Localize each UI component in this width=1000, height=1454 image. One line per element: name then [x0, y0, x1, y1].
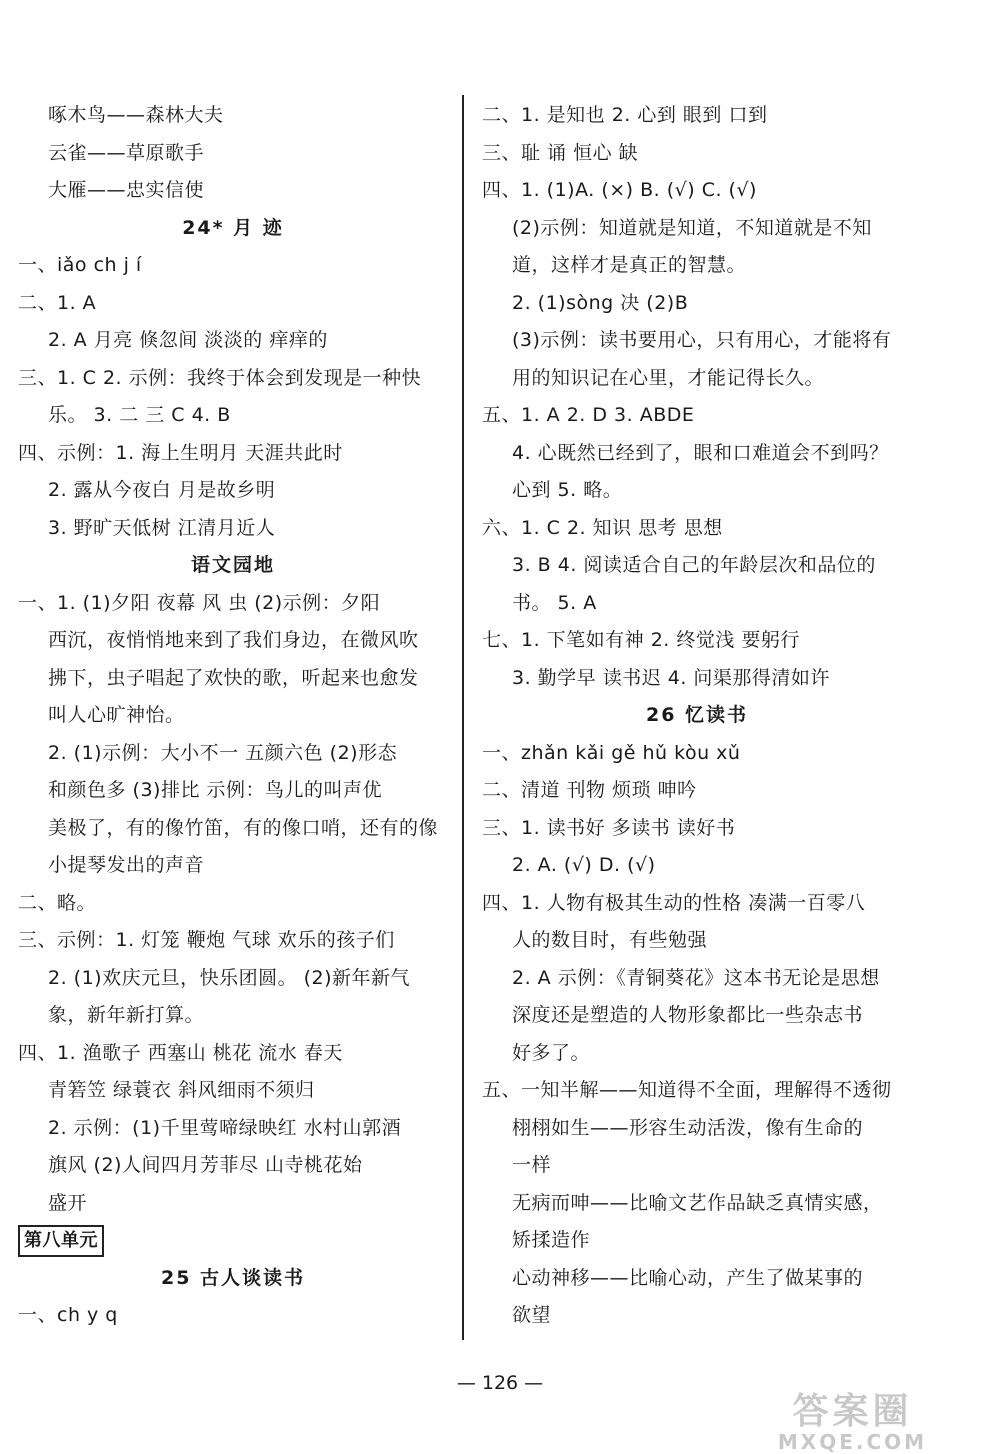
answer-line: 深度还是塑造的人物形象都比一些杂志书	[512, 1004, 864, 1026]
answer-line: 四、1. 渔歌子 西塞山 桃花 流水 春天	[18, 1041, 343, 1064]
answer-line: 矫揉造作	[512, 1229, 591, 1251]
section-title: 26 忆读书	[645, 704, 749, 726]
answer-line: 美极了，有的像竹笛，有的像口哨，还有的像	[48, 816, 439, 839]
answer-line: 二、略。	[18, 891, 97, 914]
answer-line: 无病而呻——比喻文艺作品缺乏真情实感，	[512, 1191, 883, 1214]
answer-line: 2. 示例：(1)千里莺啼绿映红 水村山郭酒	[48, 1116, 402, 1139]
answer-line: 盛开	[48, 1191, 88, 1214]
answer-line: 乐。 3. 二 三 C 4. B	[48, 404, 231, 426]
answer-line: 2. A 示例：《青铜葵花》这本书无论是思想	[512, 966, 880, 989]
answer-line: 2. 露从今夜白 月是故乡明	[48, 479, 276, 501]
answer-line: 2. (1)示例：大小不一 五颜六色 (2)形态	[48, 741, 398, 764]
answer-line: 心动神移——比喻心动，产生了做某事的	[512, 1266, 864, 1289]
answer-line: 三、耻 诵 恒心 缺	[482, 141, 639, 164]
answer-line: (3)示例：读书要用心，只有用心，才能将有	[512, 329, 892, 351]
answer-line: 4. 心既然已经到了，眼和口难道会不到吗？	[512, 441, 889, 464]
answer-line: 欲望	[512, 1304, 552, 1326]
answer-line: 一、1. (1)夕阳 夜幕 风 虫 (2)示例：夕阳	[18, 591, 381, 614]
column-divider	[462, 95, 464, 1340]
answer-line: 3. 勤学早 读书迟 4. 问渠那得清如许	[512, 666, 830, 689]
watermark-url: MXQE.COM	[777, 1430, 928, 1454]
answer-line: 五、一知半解——知道得不全面，理解得不透彻	[482, 1079, 892, 1101]
answer-line: 叫人心旷神怡。	[48, 704, 185, 726]
answer-line: 三、1. C 2. 示例：我终于体会到发现是一种快	[18, 366, 422, 389]
answer-line: 栩栩如生——形容生动活泼，像有生命的	[512, 1116, 864, 1139]
answer-line: 三、1. 读书好 多读书 读好书	[482, 816, 736, 839]
left-column	[18, 97, 448, 1335]
answer-line: 2. A 月亮 倏忽间 淡淡的 痒痒的	[48, 329, 328, 351]
answer-line: 3. B 4. 阅读适合自己的年龄层次和品位的	[512, 554, 876, 576]
section-title: 25 古人谈读书	[160, 1266, 306, 1289]
answer-line: 二、清道 刊物 烦琐 呻吟	[482, 779, 697, 801]
right-column	[482, 97, 912, 1335]
answer-line: 云雀——草原歌手	[48, 141, 205, 164]
answer-line: 旗风 (2)人间四月芳菲尽 山寺桃花始	[48, 1154, 363, 1176]
answer-line: 一、zhǎn kǎi gě hǔ kòu xǔ	[482, 741, 741, 764]
answer-line: 2. (1)sòng 决 (2)B	[512, 291, 689, 314]
answer-line: 六、1. C 2. 知识 思考 思想	[482, 516, 723, 539]
unit-label: 第八单元	[18, 1225, 104, 1257]
answer-line: (2)示例：知道就是知道，不知道就是不知	[512, 216, 872, 239]
answer-line: 象，新年新打算。	[48, 1004, 205, 1026]
answer-line: 四、1. (1)A. (×) B. (√) C. (√)	[482, 179, 757, 201]
answer-line: 三、示例：1. 灯笼 鞭炮 气球 欢乐的孩子们	[18, 929, 395, 951]
answer-line: 好多了。	[512, 1041, 591, 1064]
section-title: 24* 月 迹	[182, 216, 284, 239]
answer-line: 人的数目时，有些勉强	[512, 929, 708, 951]
unit-heading	[18, 1222, 448, 1260]
answer-line: 啄木鸟——森林大夫	[48, 104, 224, 126]
answer-line: 七、1. 下笔如有神 2. 终觉浅 要躬行	[482, 629, 800, 651]
answer-line: 二、1. A	[18, 291, 97, 314]
answer-line: 拂下，虫子唱起了欢快的歌，听起来也愈发	[48, 666, 419, 689]
answer-line: 用的知识记在心里，才能记得长久。	[512, 366, 825, 389]
answer-line: 道，这样才是真正的智慧。	[512, 254, 747, 276]
answer-line: 五、1. A 2. D 3. ABDE	[482, 404, 695, 426]
answer-line: 一、ch y q	[18, 1304, 118, 1326]
page-number: — 126 —	[456, 1372, 544, 1394]
watermark-title: 答案圈	[792, 1391, 913, 1432]
answer-line: 青箬笠 绿蓑衣 斜风细雨不须归	[48, 1079, 315, 1101]
answer-line: 西沉，夜悄悄地来到了我们身边，在微风吹	[48, 629, 419, 651]
answer-line: 和颜色多 (3)排比 示例：鸟儿的叫声优	[48, 779, 382, 801]
answer-line: 3. 野旷天低树 江清月近人	[48, 516, 276, 539]
answer-line: 心到 5. 略。	[512, 479, 623, 501]
answer-line: 四、示例：1. 海上生明月 天涯共此时	[18, 441, 343, 464]
answer-line: 一样	[512, 1154, 552, 1176]
answer-line: 2. A. (√) D. (√)	[512, 854, 656, 876]
section-title: 语文园地	[190, 554, 275, 576]
answer-line: 2. (1)欢庆元旦，快乐团圆。 (2)新年新气	[48, 966, 411, 989]
answer-line: 小提琴发出的声音	[48, 854, 205, 876]
answer-line: 书。 5. A	[512, 591, 597, 614]
answer-line: 二、1. 是知也 2. 心到 眼到 口到	[482, 104, 768, 126]
answer-line: 一、iǎo ch j í	[18, 254, 142, 276]
answer-line: 大雁——忠实信使	[48, 179, 205, 201]
answer-line: 四、1. 人物有极其生动的性格 凑满一百零八	[482, 891, 866, 914]
watermark-logo	[735, 1392, 970, 1454]
